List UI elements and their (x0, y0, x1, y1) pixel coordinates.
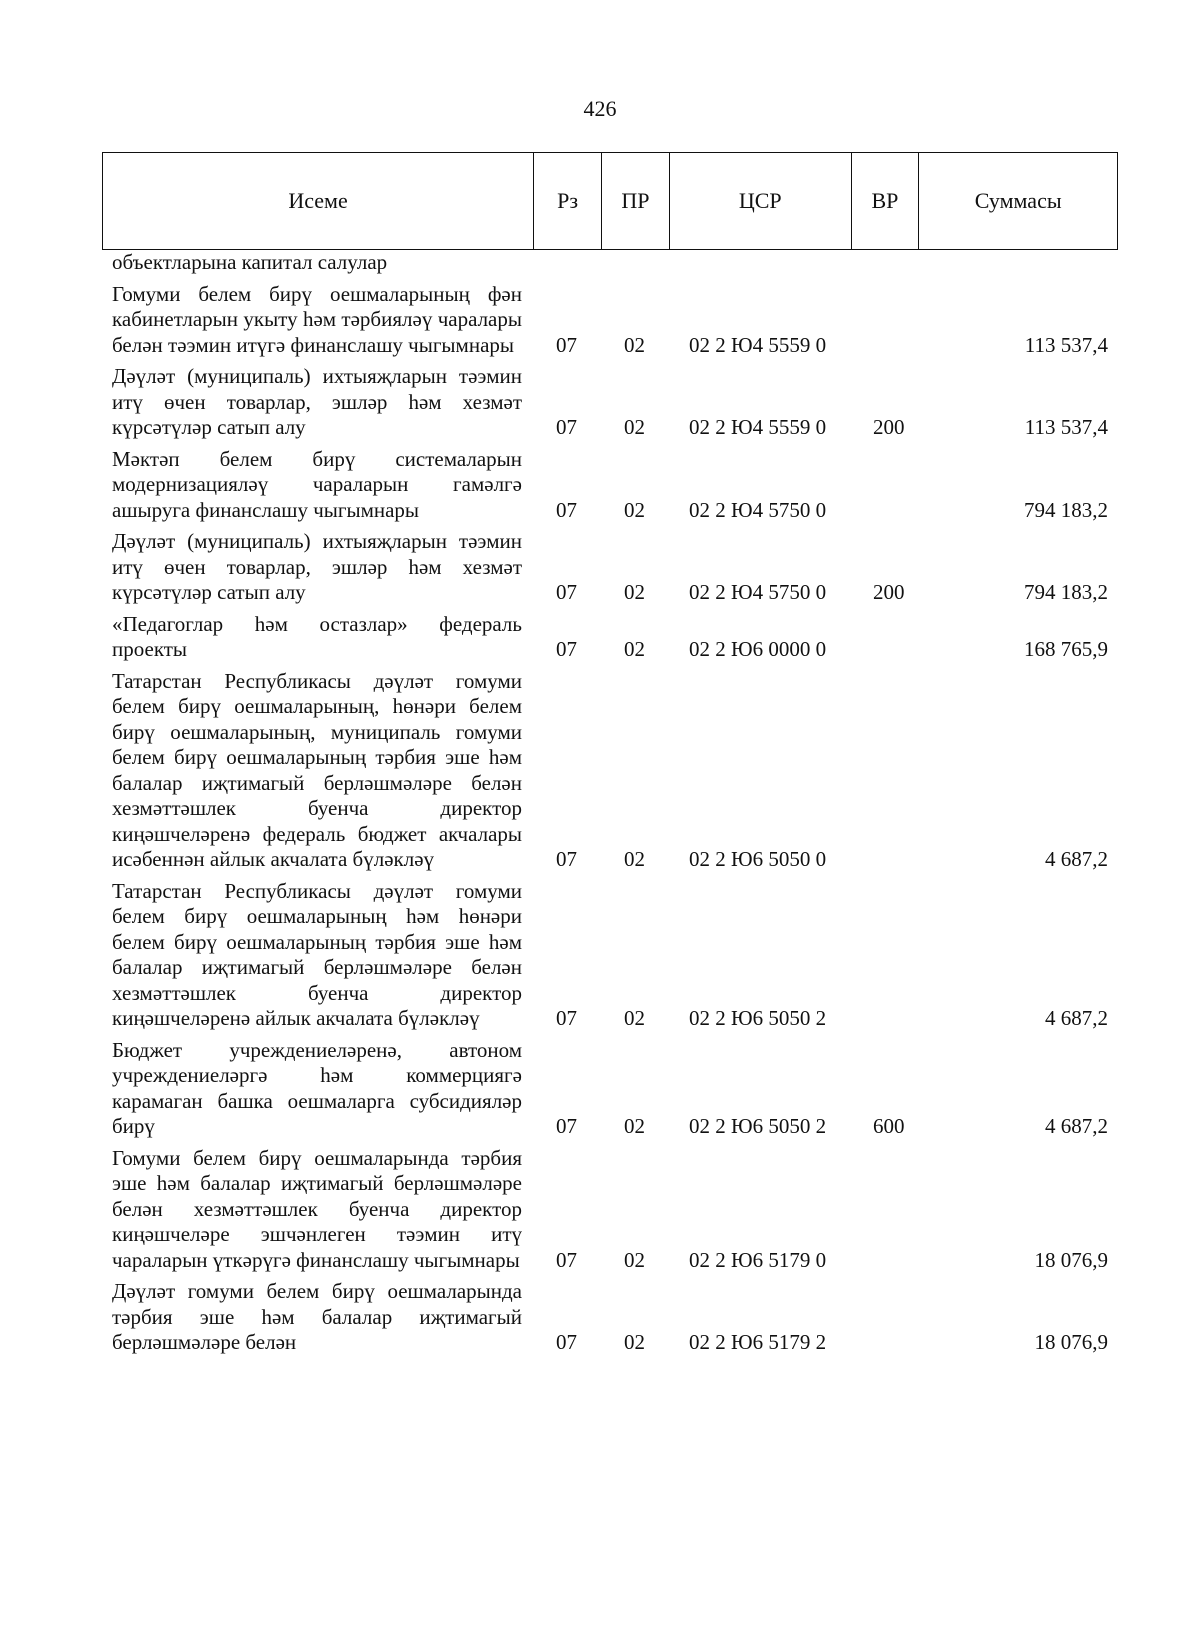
row-sum: 113 537,4 (1024, 332, 1108, 357)
row-csr: 02 2 Ю6 5050 2 (689, 1006, 827, 1030)
row-csr: 02 2 Ю4 5750 0 (689, 580, 827, 604)
table-row (0, 447, 1200, 524)
row-name: Мәктәп белем бирү системаларын модернизацияләү чараларын гамәлгә ашыруга финанслашу чыгымнары (112, 446, 522, 522)
row-sum: 18 076,9 (1034, 1330, 1108, 1354)
row-name: Дәүләт гомуми белем бирү оешмаларында тәрбия эше һәм балалар иҗтимагый берләшмәләре белән (112, 1279, 522, 1354)
row-sum: 4 687,2 (1045, 1114, 1108, 1138)
row-rz: 07 (556, 1006, 577, 1030)
row-pr: 02 (624, 1006, 645, 1030)
row-name: Татарстан Республикасы дәүләт гомуми белем бирү оешмаларының һәм һөнәри белем бирү оешмаларының тәрбия эше һәм балалар иҗтимагый берләшмәләре белән хезмәттәшлек буенча директор киңәшчеләренә айлык акчалата бүләкләү (112, 878, 522, 1030)
row-name: «Педагоглар һәм остазлар» федераль проекты (112, 611, 522, 661)
row-vr: 200 (873, 580, 905, 604)
row-name: объектларына капитал салулар (112, 250, 388, 274)
table-row (0, 1038, 1200, 1140)
row-csr: 02 2 Ю6 5179 0 (689, 1247, 827, 1272)
row-sum: 4 687,2 (1045, 847, 1108, 871)
row-pr: 02 (624, 332, 645, 357)
row-pr: 02 (624, 847, 645, 871)
column-header-vr: ВР (851, 153, 919, 249)
row-rz: 07 (556, 847, 577, 871)
row-csr: 02 2 Ю6 0000 0 (689, 637, 827, 661)
table-row (0, 879, 1200, 1032)
row-rz: 07 (556, 332, 577, 357)
row-csr: 02 2 Ю4 5559 0 (689, 415, 827, 439)
row-rz: 07 (556, 580, 577, 604)
row-sum: 18 076,9 (1034, 1247, 1108, 1272)
table-row (0, 1279, 1200, 1356)
column-header-csr: ЦСР (669, 153, 851, 249)
row-vr: 200 (873, 415, 905, 439)
row-csr: 02 2 Ю4 5559 0 (689, 332, 827, 357)
table-body (0, 250, 1200, 1356)
row-pr: 02 (624, 1330, 645, 1354)
row-name: Гомуми белем бирү оешмаларында тәрбия эше һәм балалар иҗтимагый берләшмәләре белән хезмәттәшлек буенча директор киңәшчеләре эшчәнлеген тәэмин итү чараларын үткәрүгә финанслашу чыгымнары (112, 1145, 522, 1272)
row-name: Гомуми белем бирү оешмаларының фән кабинетларын укыту һәм тәрбияләү чаралары белән тәэмин итүгә финанслашу чыгымнары (112, 281, 522, 357)
row-sum: 4 687,2 (1045, 1006, 1108, 1030)
row-vr: 600 (873, 1114, 905, 1138)
row-sum: 113 537,4 (1024, 415, 1108, 439)
row-rz: 07 (556, 1330, 577, 1354)
row-sum: 794 183,2 (1024, 497, 1108, 522)
row-pr: 02 (624, 580, 645, 604)
row-rz: 07 (556, 637, 577, 661)
row-rz: 07 (556, 415, 577, 439)
table-row (0, 364, 1200, 441)
column-header-rz: Рз (533, 153, 601, 249)
row-pr: 02 (624, 1247, 645, 1272)
row-csr: 02 2 Ю6 5050 0 (689, 847, 827, 871)
column-header-pr: ПР (601, 153, 669, 249)
row-pr: 02 (624, 637, 645, 661)
row-rz: 07 (556, 1247, 577, 1272)
table-row (0, 282, 1200, 359)
row-csr: 02 2 Ю4 5750 0 (689, 497, 827, 522)
table-header (102, 152, 1118, 250)
row-csr: 02 2 Ю6 5179 2 (689, 1330, 827, 1354)
row-name: Дәүләт (муниципаль) ихтыяҗларын тәэмин итү өчен товарлар, эшләр һәм хезмәт күрсәтүләр сатып алу (112, 529, 522, 604)
row-name: Татарстан Республикасы дәүләт гомуми белем бирү оешмаларының, һөнәри белем бирү оешмаларының, муниципаль гомуми белем бирү оешмаларының тәрбия эше һәм балалар иҗтимагый берләшмәләре белән хезмәттәшлек буенча директор киңәшчеләренә федераль бюджет акчалары исәбеннән айлык акчалата бүләкләү (112, 668, 522, 871)
row-rz: 07 (556, 497, 577, 522)
row-csr: 02 2 Ю6 5050 2 (689, 1114, 827, 1138)
table-row (0, 529, 1200, 606)
table-row (0, 669, 1200, 873)
row-sum: 794 183,2 (1024, 580, 1108, 604)
row-pr: 02 (624, 415, 645, 439)
row-pr: 02 (624, 1114, 645, 1138)
row-pr: 02 (624, 497, 645, 522)
row-rz: 07 (556, 1114, 577, 1138)
row-name: Бюджет учреждениеләренә, автоном учреждениеләргә һәм коммерциягә карамаган башка оешмаларга субсидияләр бирү (112, 1037, 522, 1138)
row-sum: 168 765,9 (1024, 637, 1108, 661)
table-row (0, 250, 1200, 276)
table-row (0, 612, 1200, 663)
column-header-name: Исеме (288, 188, 348, 213)
table-row (0, 1146, 1200, 1274)
row-name: Дәүләт (муниципаль) ихтыяҗларын тәэмин итү өчен товарлар, эшләр һәм хезмәт күрсәтүләр сатып алу (112, 364, 522, 439)
page-number: 426 (583, 96, 617, 121)
column-header-sum: Суммасы (918, 153, 1117, 249)
